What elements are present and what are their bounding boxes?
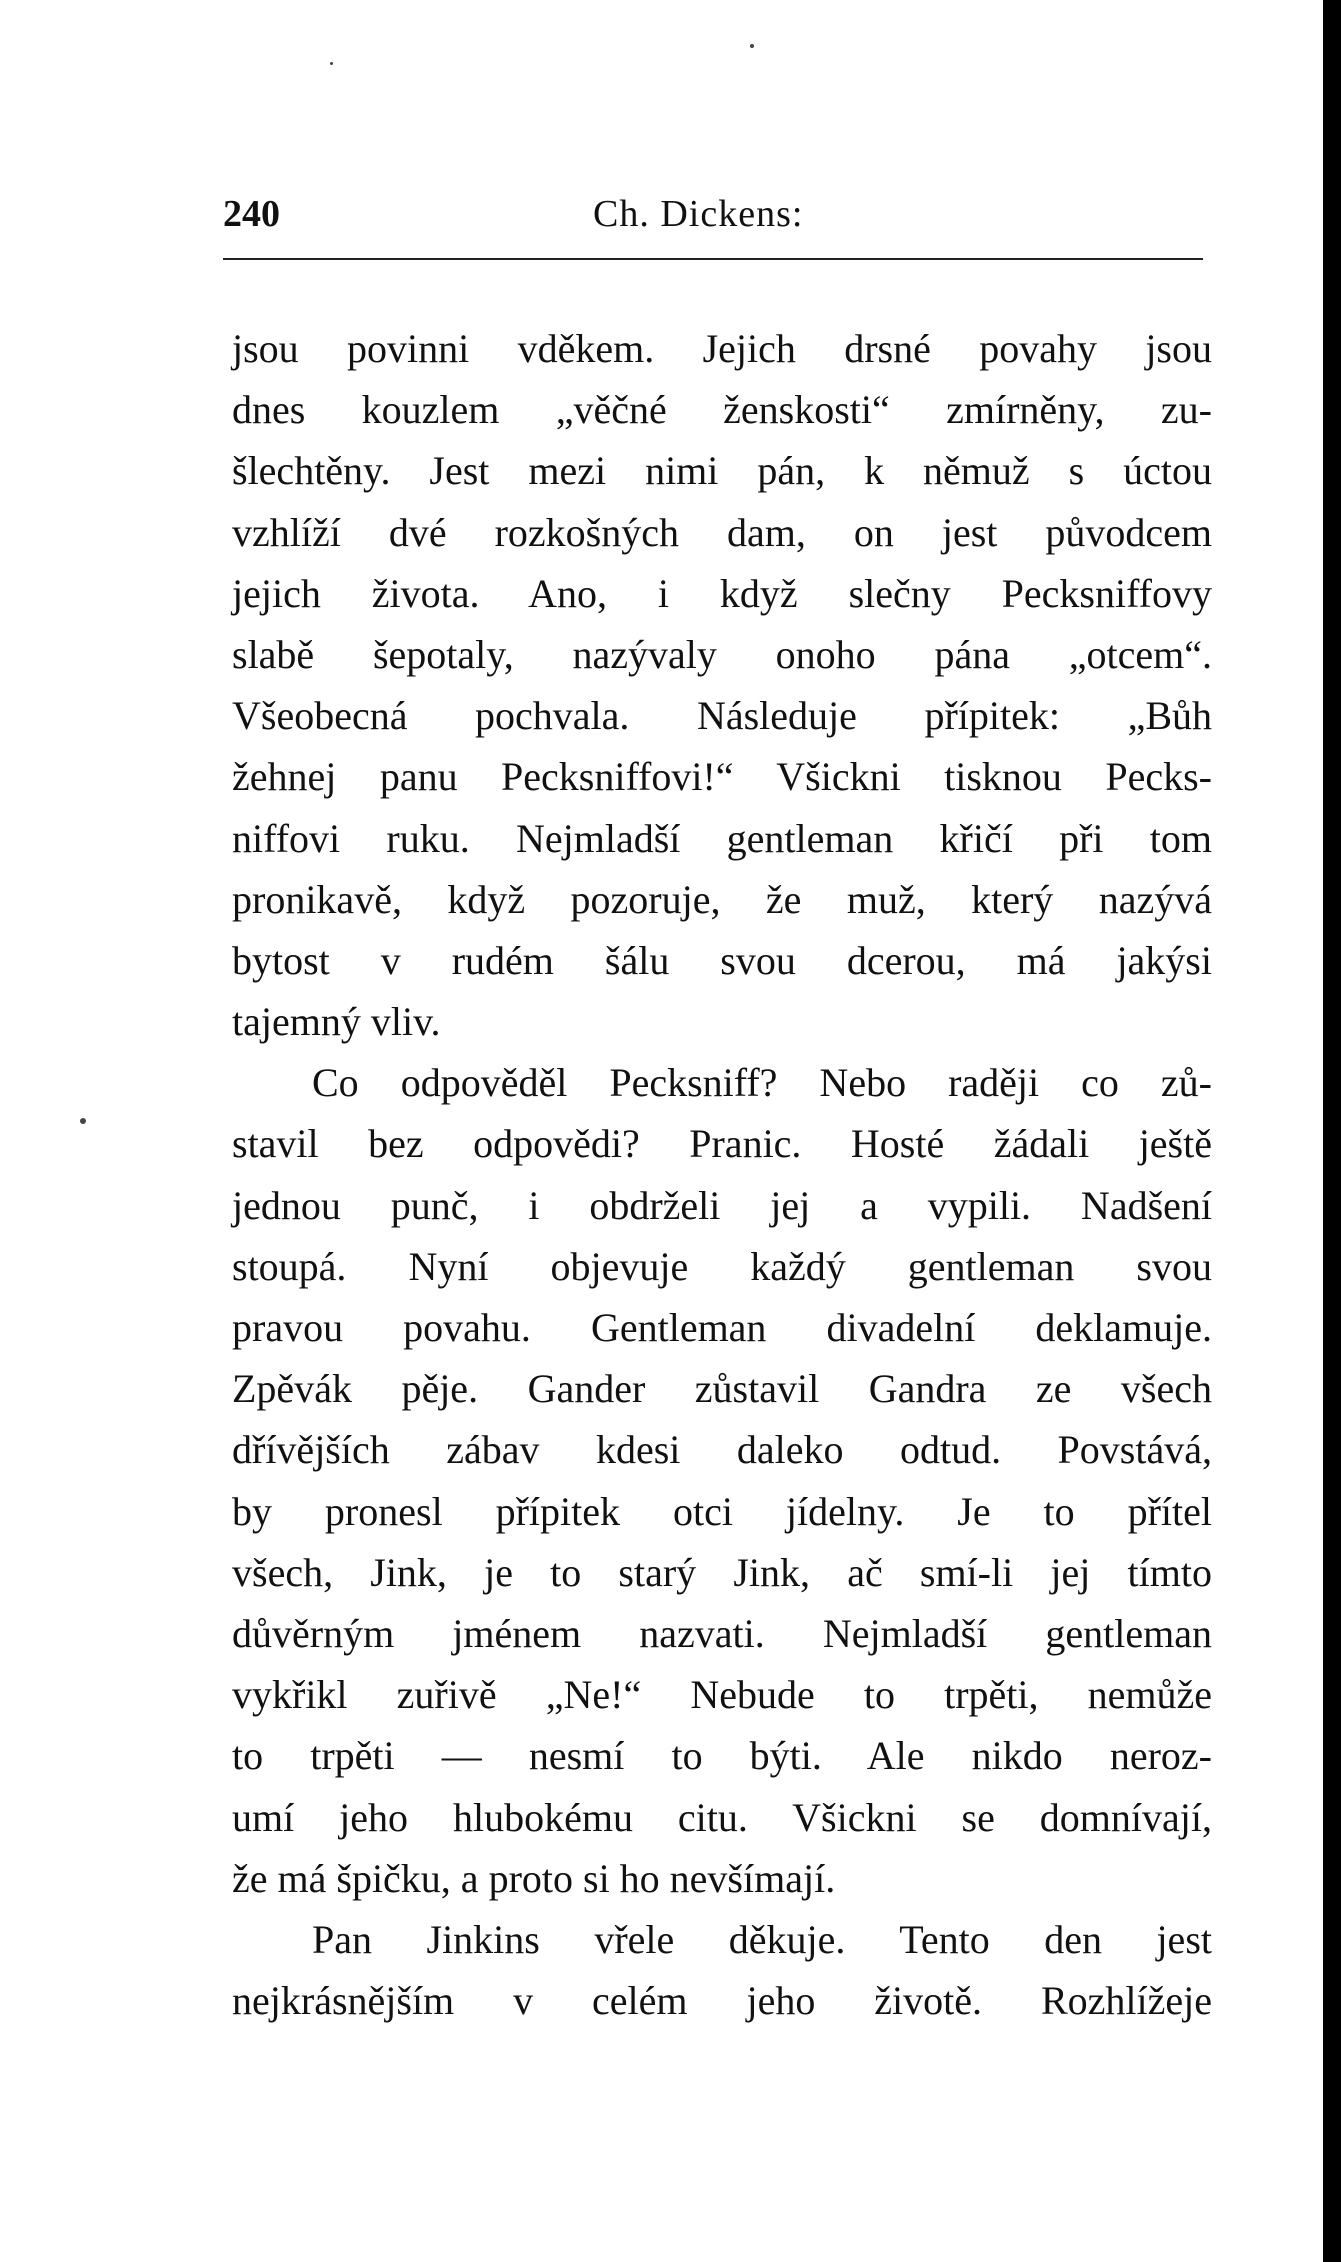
text-line: dnes kouzlem „věčné ženskosti“ zmírněny, zu-: [232, 387, 1212, 433]
scan-speck: [750, 44, 754, 48]
text-line: vzhlíží dvé rozkošných dam, on jest původcem: [232, 509, 1212, 555]
page-number: 240: [223, 193, 280, 235]
text-line: vykřikl zuřivě „Ne!“ Nebude to trpěti, nemůže: [232, 1672, 1212, 1718]
text-line: nejkrásnějším v celém jeho životě. Rozhlížeje: [232, 1978, 1212, 2024]
text-line: šlechtěny. Jest mezi nimi pán, k němuž s úctou: [232, 448, 1212, 494]
text-line: pravou povahu. Gentleman divadelní deklamuje.: [232, 1305, 1212, 1350]
running-title: Ch. Dickens:: [593, 193, 804, 235]
text-line: Zpěvák pěje. Gander zůstavil Gandra ze všech: [232, 1366, 1212, 1412]
text-line: to trpěti — nesmí to býti. Ale nikdo neroz-: [232, 1733, 1212, 1779]
text-line: jsou povinni vděkem. Jejich drsné povahy jsou: [232, 326, 1212, 371]
text-line: pronikavě, když pozoruje, že muž, který nazývá: [232, 876, 1212, 922]
text-line: umí jeho hlubokému citu. Všickni se domnívají,: [232, 1794, 1212, 1840]
text-line: žehnej panu Pecksniffovi!“ Všickni tisknou Pecks-: [232, 754, 1212, 800]
text-line: by pronesl přípitek otci jídelny. Je to přítel: [232, 1488, 1212, 1534]
text-line: dřívějších zábav kdesi daleko odtud. Povstává,: [232, 1427, 1212, 1473]
text-line: jejich života. Ano, i když slečny Pecksniffovy: [232, 570, 1212, 616]
text-line: niffovi ruku. Nejmladší gentleman křičí při tom: [232, 815, 1212, 861]
scan-edge: [1323, 0, 1341, 2262]
text-line: Pan Jinkins vřele děkuje. Tento den jest: [312, 1916, 1212, 1962]
text-line: Co odpověděl Pecksniff? Nebo raději co zů-: [312, 1060, 1212, 1106]
scan-speck: [80, 1118, 86, 1124]
text-line: stoupá. Nyní objevuje každý gentleman svou: [232, 1243, 1212, 1289]
text-line: důvěrným jménem nazvati. Nejmladší gentleman: [232, 1610, 1212, 1656]
text-line: jednou punč, i obdrželi jej a vypili. Nadšení: [232, 1182, 1212, 1228]
body-text: [232, 318, 1212, 2031]
text-line: slabě šepotaly, nazývaly onoho pána „otcem“.: [232, 631, 1212, 677]
text-line: všech, Jink, je to starý Jink, ač smí-li jej tímto: [232, 1549, 1212, 1595]
text-line: stavil bez odpovědi? Pranic. Hosté žádali ještě: [232, 1121, 1212, 1167]
page-header: [223, 192, 1203, 240]
text-line: že má špičku, a proto si ho nevšímají.: [232, 1855, 836, 1901]
text-line: bytost v rudém šálu svou dcerou, má jakýsi: [232, 937, 1212, 983]
scan-speck: [330, 62, 333, 65]
text-line: tajemný vliv.: [232, 999, 441, 1045]
text-line: Všeobecná pochvala. Následuje přípitek: „Bůh: [232, 693, 1212, 739]
header-rule: [223, 258, 1203, 260]
